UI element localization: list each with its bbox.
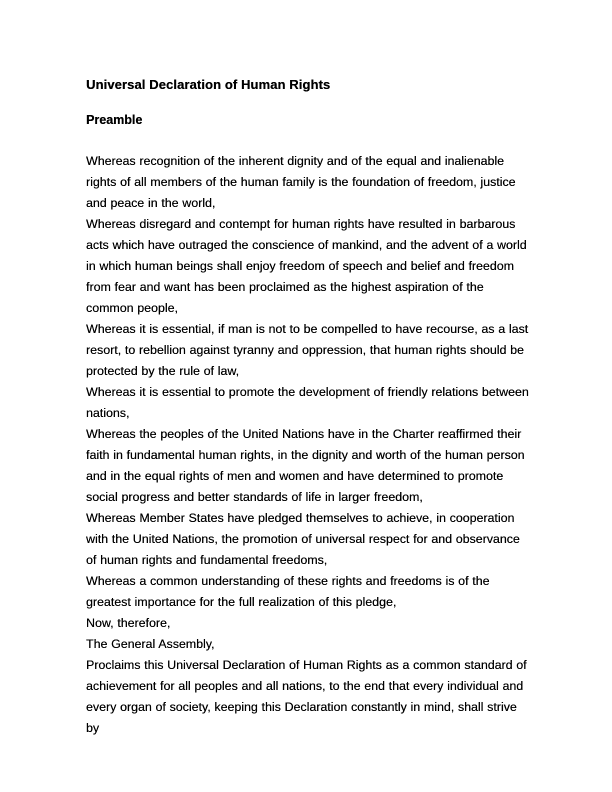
paragraph: Proclaims this Universal Declaration of Human Rights as a common standard of achievement for all peoples and all nations, to the end that every individual and every organ of society, keeping this Declaration constantly in mind, shall strive by	[86, 658, 527, 735]
document-content	[86, 77, 533, 739]
paragraph: Whereas recognition of the inherent dignity and of the equal and inalienable rights of all members of the human family is the foundation of freedom, justice and peace in the world,	[86, 154, 516, 210]
paragraph: Whereas it is essential to promote the development of friendly relations between nations,	[86, 385, 529, 420]
paragraph: Whereas disregard and contempt for human rights have resulted in barbarous acts which have outraged the conscience of mankind, and the advent of a world in which human beings shall enjoy freedom of speech and belief and freedom from fear and want has been proclaimed as the highest aspiration of the common people,	[86, 217, 527, 315]
section-heading-preamble: Preamble	[86, 113, 143, 127]
paragraph: Now, therefore,	[86, 616, 171, 630]
paragraph: Whereas the peoples of the United Nations have in the Charter reaffirmed their faith in fundamental human rights, in the dignity and worth of the human person and in the equal rights of men and women and have determined to promote social progress and better standards of life in larger freedom,	[86, 427, 525, 504]
paragraph: Whereas a common understanding of these rights and freedoms is of the greatest importance for the full realization of this pledge,	[86, 574, 490, 609]
paragraph-list	[86, 151, 533, 739]
document-title: Universal Declaration of Human Rights	[86, 77, 331, 92]
paragraph: The General Assembly,	[86, 637, 215, 651]
paragraph: Whereas Member States have pledged themselves to achieve, in cooperation with the United Nations, the promotion of universal respect for and observance of human rights and fundamental freedoms,	[86, 511, 520, 567]
paragraph: Whereas it is essential, if man is not to be compelled to have recourse, as a last resort, to rebellion against tyranny and oppression, that human rights should be protected by the rule of law,	[86, 322, 529, 378]
